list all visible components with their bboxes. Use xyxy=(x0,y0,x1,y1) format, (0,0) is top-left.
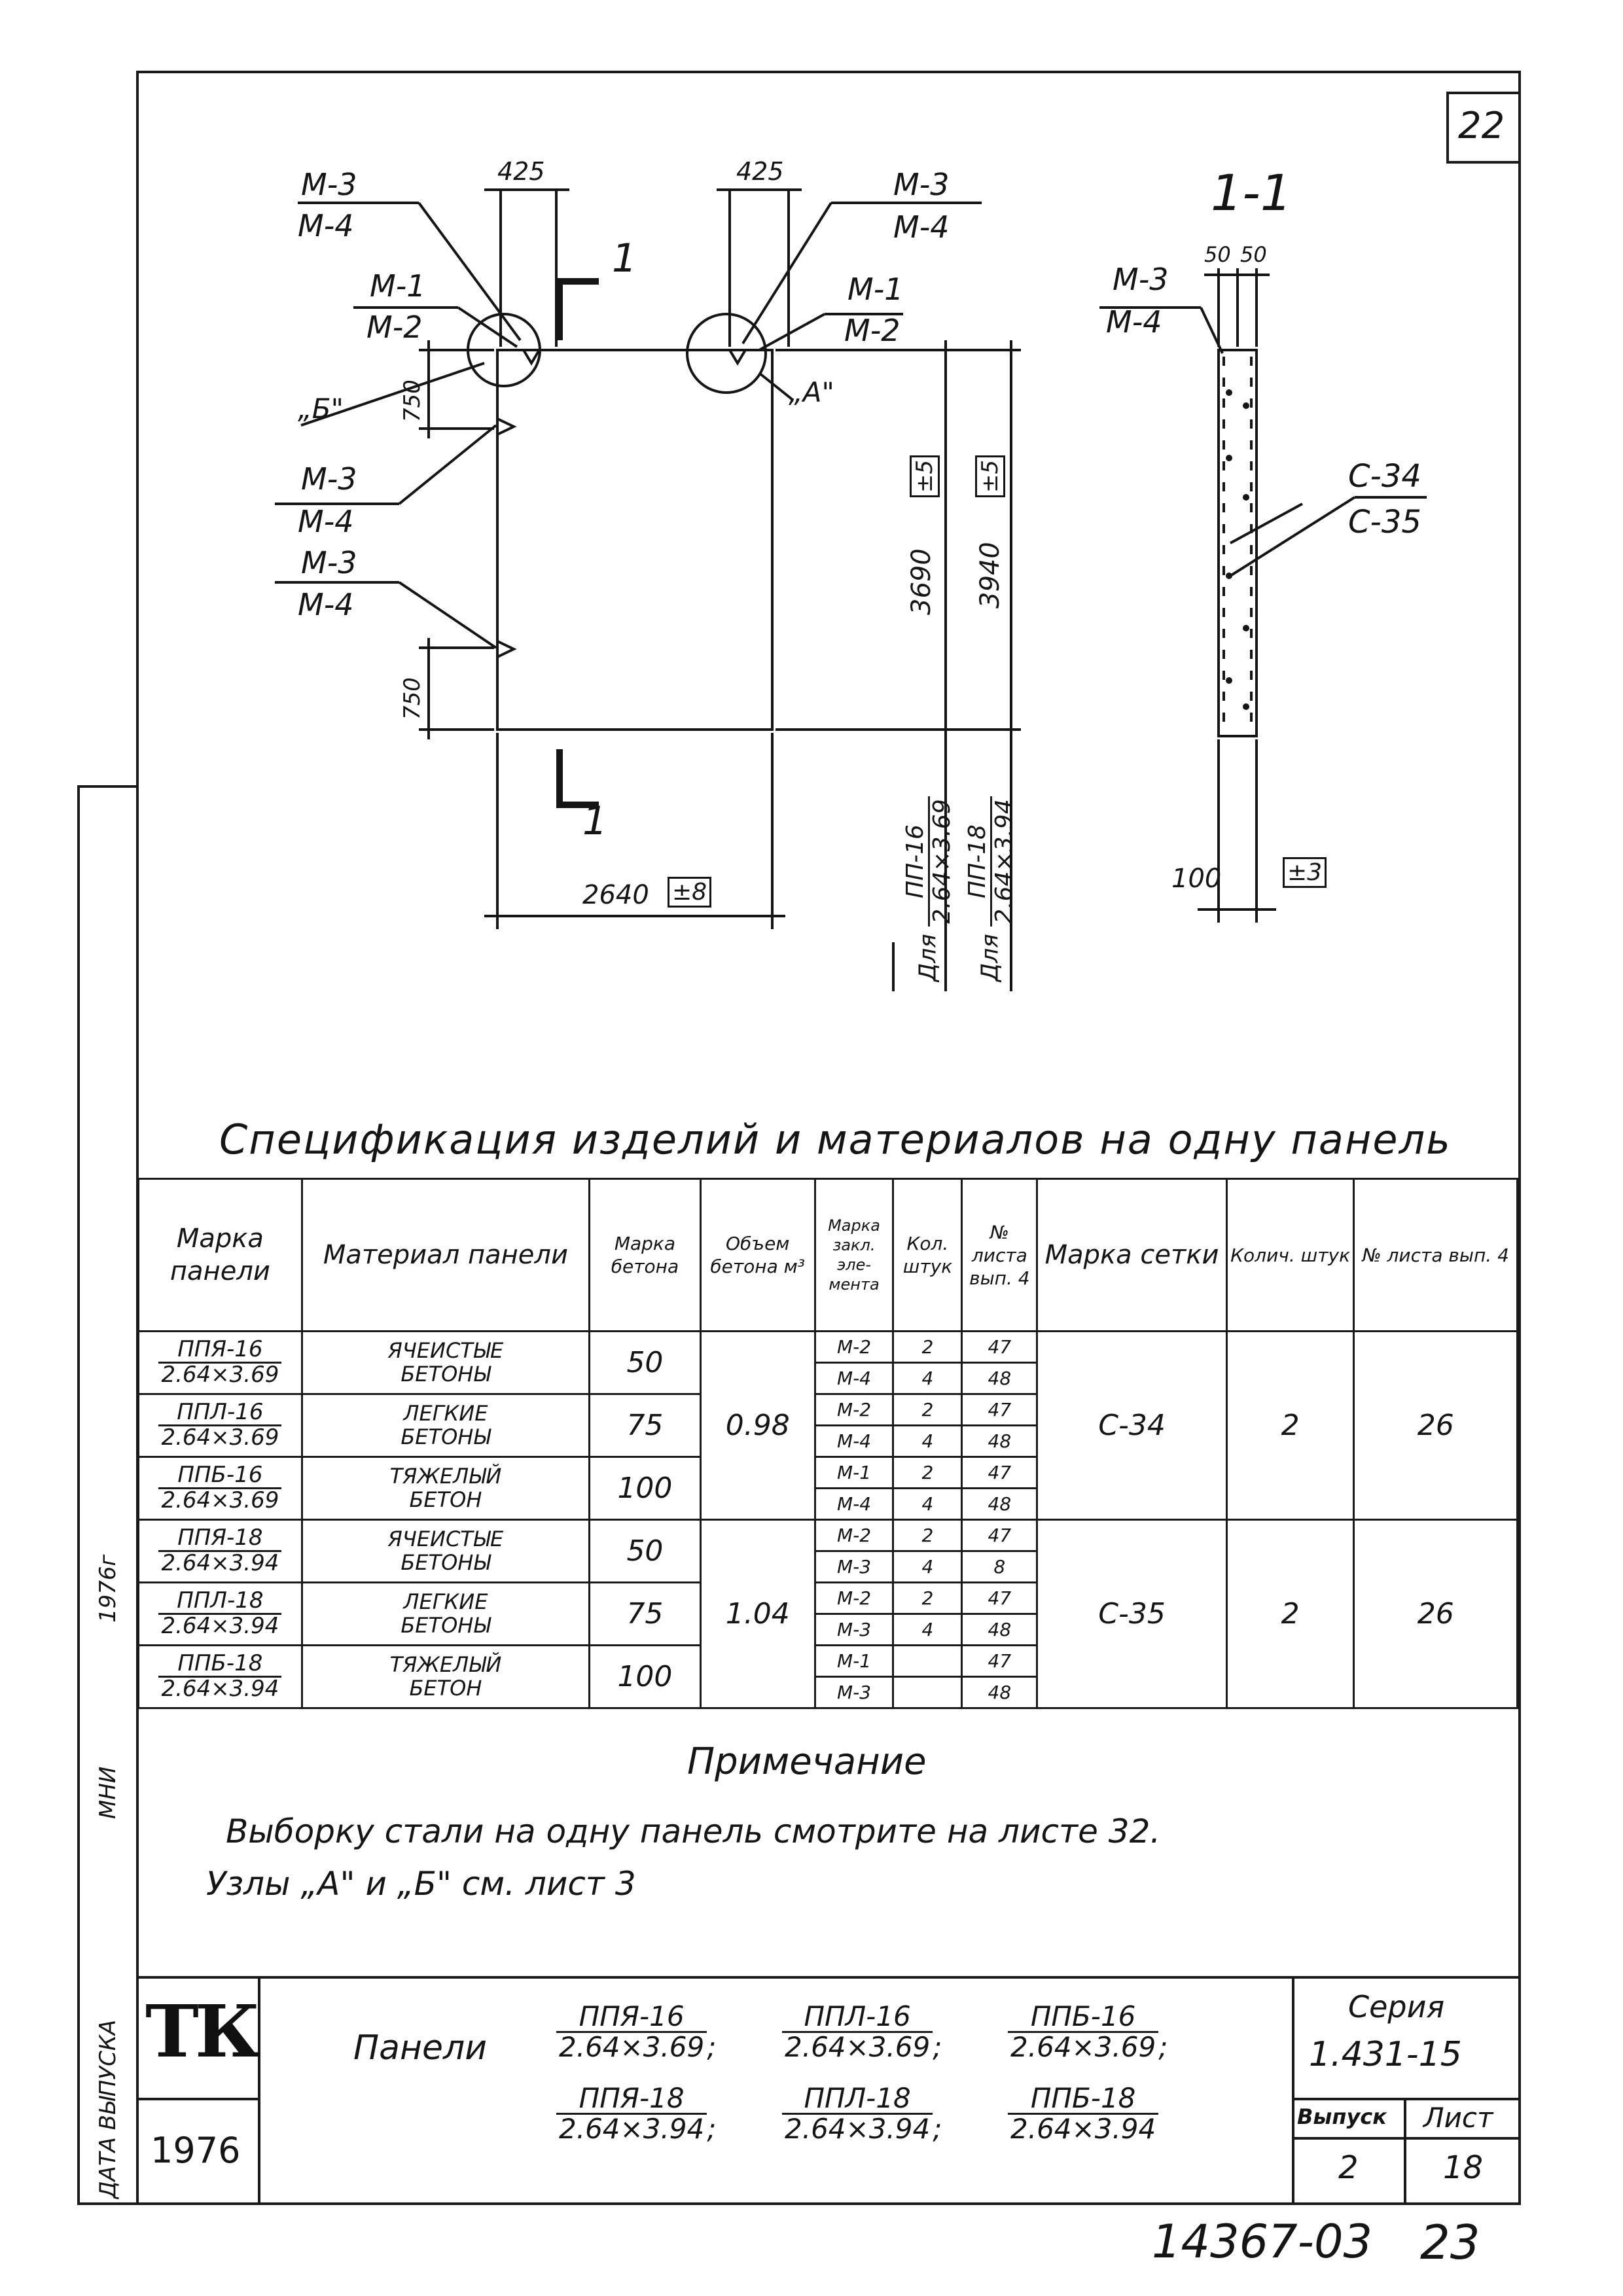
label-for-pp18-mark: ПП-18 xyxy=(965,796,992,926)
label-m4-l2: М-4 xyxy=(298,587,354,622)
embed-sheet-cell: 47 xyxy=(962,1583,1037,1614)
label-m2-r: М-2 xyxy=(844,313,901,348)
issue-value: 2 xyxy=(1338,2149,1359,2186)
panel-mark-cell: $\frac{\text{ППБ-16}}{2.64\times 3.69}$ xyxy=(139,1457,302,1520)
concrete-volume-cell: 1.04 xyxy=(700,1520,815,1708)
embed-sheet-cell: 48 xyxy=(962,1426,1037,1457)
section-c34: С-34 xyxy=(1348,458,1421,495)
concrete-mark-cell: 75 xyxy=(590,1394,701,1457)
issue-label: Выпуск xyxy=(1297,2104,1387,2129)
spec-table xyxy=(137,1178,1518,1709)
notch-side-lower xyxy=(497,641,514,657)
title-panels-label: Панели xyxy=(353,2028,487,2068)
label-section-bottom: 1 xyxy=(582,798,608,844)
notch-right-top xyxy=(730,350,745,363)
embed-sheet-cell: 8 xyxy=(962,1551,1037,1583)
embed-sheet-cell: 48 xyxy=(962,1489,1037,1520)
panel-material-cell: ЯЧЕИСТЫЕ БЕТОНЫ xyxy=(302,1520,589,1583)
concrete-mark-cell: 50 xyxy=(590,1332,701,1394)
embed-sheet-cell: 48 xyxy=(962,1614,1037,1646)
panel-mark-cell: $\frac{\text{ППЛ-16}}{2.64\times 3.69}$ xyxy=(139,1394,302,1457)
label-m2-l: М-2 xyxy=(366,309,423,345)
title-panel-6: $\frac{\text{ППБ-18}}{2.64\times 3.94}$ xyxy=(1008,2084,1158,2145)
header-panel-material: Материал панели xyxy=(302,1179,589,1332)
section-tol-3: ±3 xyxy=(1283,857,1327,888)
concrete-mark-cell: 100 xyxy=(590,1457,701,1520)
label-m3-l2: М-3 xyxy=(301,545,357,580)
concrete-mark-cell: 100 xyxy=(590,1646,701,1708)
panel-mark-cell: $\frac{\text{ППЯ-18}}{2.64\times 3.94}$ xyxy=(139,1520,302,1583)
label-dim-750-top: 750 xyxy=(399,380,425,422)
section-dim-50-a: 50 xyxy=(1204,242,1231,267)
concrete-volume-cell: 0.98 xyxy=(700,1332,815,1520)
header-sheet-no: № листа вып. 4 xyxy=(962,1179,1037,1332)
mesh-qty-cell: 2 xyxy=(1226,1332,1354,1520)
concrete-mark-cell: 75 xyxy=(590,1583,701,1646)
label-dim-750-bottom: 750 xyxy=(399,677,425,720)
embed-mark-cell: М-2 xyxy=(815,1520,893,1551)
embed-qty-cell: 4 xyxy=(893,1551,962,1583)
label-m1-l: М-1 xyxy=(370,268,426,304)
title-panel-1: $\frac{\text{ППЯ-16}}{2.64\times 3.69}$ ; xyxy=(556,2002,716,2063)
header-mesh-mark: Марка сетки xyxy=(1037,1179,1226,1332)
section-m3: М-3 xyxy=(1113,262,1169,297)
embed-mark-cell: М-4 xyxy=(815,1489,893,1520)
embed-qty-cell: 2 xyxy=(893,1332,962,1363)
label-dim-3940: 3940 xyxy=(975,542,1005,609)
panel-material-cell: ЯЧЕИСТЫЕ БЕТОНЫ xyxy=(302,1332,589,1394)
embed-mark-cell: М-3 xyxy=(815,1677,893,1708)
label-node-b: „Б" xyxy=(298,393,344,425)
label-m4-tr: М-4 xyxy=(893,209,950,245)
label-section-top: 1 xyxy=(612,236,637,281)
notes-line-2: Узлы „А" и „Б" см. лист 3 xyxy=(206,1865,636,1903)
embed-qty-cell: 4 xyxy=(893,1614,962,1646)
label-for-pp18 xyxy=(965,796,1017,981)
label-dim-425-left: 425 xyxy=(497,157,545,186)
embed-qty-cell xyxy=(893,1646,962,1677)
spec-row xyxy=(139,1332,1518,1363)
embed-sheet-cell: 48 xyxy=(962,1363,1037,1394)
embed-qty-cell: 2 xyxy=(893,1520,962,1551)
embed-sheet-cell: 48 xyxy=(962,1677,1037,1708)
mesh-mark-cell: С-35 xyxy=(1037,1520,1226,1708)
title-panel-4: $\frac{\text{ППЯ-18}}{2.64\times 3.94}$ ; xyxy=(556,2084,716,2145)
cut-mark-bottom xyxy=(560,749,599,805)
spec-header-row xyxy=(139,1179,1518,1332)
series-value: 1.431-15 xyxy=(1309,2035,1462,2074)
label-m4-tl: М-4 xyxy=(298,208,354,243)
panel-drawing xyxy=(0,0,1623,1145)
section-m4: М-4 xyxy=(1106,304,1162,340)
panel-mark-cell: $\frac{\text{ППБ-18}}{2.64\times 3.94}$ xyxy=(139,1646,302,1708)
section-c35: С-35 xyxy=(1348,504,1421,540)
header-panel-mark: Марка панели xyxy=(139,1179,302,1332)
header-embed-mark: Марка закл. эле- мента xyxy=(815,1179,893,1332)
embed-mark-cell: М-1 xyxy=(815,1646,893,1677)
side-label-mni: МНИ xyxy=(95,1766,121,1819)
embed-sheet-cell: 47 xyxy=(962,1520,1037,1551)
notes-line-1: Выборку стали на одну панель смотрите на листе 32. xyxy=(226,1812,1161,1850)
label-for-pp18-prefix: Для xyxy=(976,934,1004,981)
panel-material-cell: ЛЕГКИЕ БЕТОНЫ xyxy=(302,1394,589,1457)
label-dim-2640: 2640 xyxy=(582,880,649,910)
side-label-date: ДАТА ВЫПУСКА xyxy=(95,2019,121,2199)
mesh-qty-cell: 2 xyxy=(1226,1520,1354,1708)
embed-sheet-cell: 47 xyxy=(962,1646,1037,1677)
header-qty: Кол. штук xyxy=(893,1179,962,1332)
label-for-pp16-mark: ПП-16 xyxy=(903,796,930,926)
embed-mark-cell: М-3 xyxy=(815,1551,893,1583)
notes-title: Примечание xyxy=(687,1740,927,1783)
label-tol-8: ±8 xyxy=(668,877,711,908)
notch-side-upper xyxy=(497,419,514,434)
embed-mark-cell: М-2 xyxy=(815,1394,893,1426)
panel-material-cell: ЛЕГКИЕ БЕТОНЫ xyxy=(302,1583,589,1646)
embed-mark-cell: М-1 xyxy=(815,1457,893,1489)
panel-material-cell: ТЯЖЕЛЫЙ БЕТОН xyxy=(302,1457,589,1520)
embed-qty-cell: 2 xyxy=(893,1457,962,1489)
mesh-mark-cell: С-34 xyxy=(1037,1332,1226,1520)
section-dim-100: 100 xyxy=(1171,864,1222,894)
label-tol-5-a: ±5 xyxy=(910,455,940,497)
embed-mark-cell: М-2 xyxy=(815,1583,893,1614)
header-mesh-qty: Колич. штук xyxy=(1226,1179,1354,1332)
label-for-pp16-prefix: Для xyxy=(914,934,942,981)
embed-sheet-cell: 47 xyxy=(962,1457,1037,1489)
spec-title: Спецификация изделий и материалов на одну панель xyxy=(219,1116,1452,1163)
spec-row xyxy=(139,1520,1518,1551)
embed-sheet-cell: 47 xyxy=(962,1394,1037,1426)
embed-sheet-cell: 47 xyxy=(962,1332,1037,1363)
embed-qty-cell: 2 xyxy=(893,1394,962,1426)
section-title: 1-1 xyxy=(1211,164,1293,222)
embed-qty-cell: 4 xyxy=(893,1489,962,1520)
label-m3-l1: М-3 xyxy=(301,461,357,497)
embed-mark-cell: М-4 xyxy=(815,1363,893,1394)
embed-qty-cell xyxy=(893,1677,962,1708)
mesh-sheet-cell: 26 xyxy=(1354,1520,1518,1708)
sheet-corner-number: 22 xyxy=(1458,105,1505,147)
title-year: 1976 xyxy=(151,2130,241,2171)
embed-mark-cell: М-2 xyxy=(815,1332,893,1363)
label-for-pp16 xyxy=(903,796,955,981)
panel-material-cell: ТЯЖЕЛЫЙ БЕТОН xyxy=(302,1646,589,1708)
embed-mark-cell: М-4 xyxy=(815,1426,893,1457)
mesh-sheet-cell: 26 xyxy=(1354,1332,1518,1520)
label-dim-425-right: 425 xyxy=(736,157,784,186)
panel-outline xyxy=(497,350,772,730)
title-panel-3: $\frac{\text{ППБ-16}}{2.64\times 3.69}$ ; xyxy=(1008,2002,1168,2063)
label-m4-l1: М-4 xyxy=(298,504,354,539)
label-m3-tl: М-3 xyxy=(301,167,357,202)
side-label-year: 1976г xyxy=(95,1554,121,1623)
embed-qty-cell: 2 xyxy=(893,1583,962,1614)
label-m3-tr: М-3 xyxy=(893,167,950,202)
title-panel-5: $\frac{\text{ППЛ-18}}{2.64\times 3.94}$ ; xyxy=(782,2084,942,2145)
logo-tk: ТК xyxy=(145,1989,257,2074)
label-dim-3690: 3690 xyxy=(906,548,936,615)
footer-code: 14367-03 xyxy=(1152,2215,1373,2269)
label-m1-r: М-1 xyxy=(847,272,904,307)
cut-mark-top xyxy=(560,281,599,340)
label-tol-5-b: ±5 xyxy=(975,455,1005,497)
header-concrete-volume: Объем бетона м³ xyxy=(700,1179,815,1332)
concrete-mark-cell: 50 xyxy=(590,1520,701,1583)
panel-mark-cell: $\frac{\text{ППЛ-18}}{2.64\times 3.94}$ xyxy=(139,1583,302,1646)
section-dim-50-b: 50 xyxy=(1240,242,1267,267)
sheet-label: Лист xyxy=(1423,2102,1493,2134)
title-panel-2: $\frac{\text{ППЛ-16}}{2.64\times 3.69}$ ; xyxy=(782,2002,942,2063)
series-label: Серия xyxy=(1348,1989,1445,2024)
header-mesh-sheet: № листа вып. 4 xyxy=(1354,1179,1518,1332)
label-for-pp16-size: 2.64×3.69 xyxy=(928,799,955,924)
sheet-value: 18 xyxy=(1443,2149,1484,2186)
label-for-pp18-size: 2.64×3.94 xyxy=(990,799,1018,924)
label-node-a: „А" xyxy=(789,376,834,408)
embed-qty-cell: 4 xyxy=(893,1363,962,1394)
embed-mark-cell: М-3 xyxy=(815,1614,893,1646)
embed-qty-cell: 4 xyxy=(893,1426,962,1457)
footer-page: 23 xyxy=(1420,2215,1480,2270)
header-concrete-mark: Марка бетона xyxy=(590,1179,701,1332)
panel-mark-cell: $\frac{\text{ППЯ-16}}{2.64\times 3.69}$ xyxy=(139,1332,302,1394)
